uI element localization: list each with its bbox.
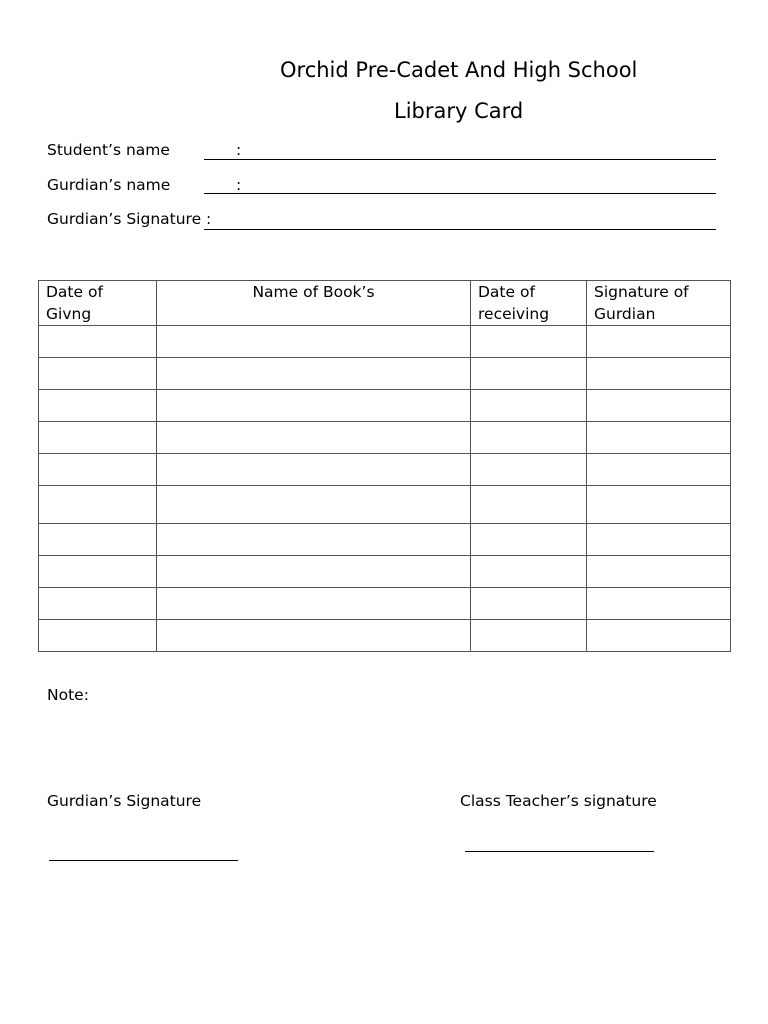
table-cell[interactable] [587, 620, 731, 652]
table-cell[interactable] [39, 588, 157, 620]
library-log-table [38, 280, 731, 652]
school-name: Orchid Pre-Cadet And High School [280, 58, 638, 82]
table-cell[interactable] [587, 524, 731, 556]
header-date-of-giving: Date of Givng [39, 281, 157, 326]
table-cell[interactable] [587, 358, 731, 390]
table-cell[interactable] [39, 556, 157, 588]
table-row [39, 454, 731, 486]
guardian-name-colon: : [236, 176, 242, 194]
guardian-signature-line[interactable] [204, 229, 716, 230]
guardian-signature-label: Gurdian’s Signature : [47, 210, 212, 228]
table-row [39, 486, 731, 524]
table-cell[interactable] [157, 454, 471, 486]
student-name-label: Student’s name [47, 141, 170, 159]
table-cell[interactable] [39, 620, 157, 652]
table-row [39, 556, 731, 588]
header-date-of-receiving: Date of receiving [471, 281, 587, 326]
table-cell[interactable] [587, 390, 731, 422]
table-cell[interactable] [39, 390, 157, 422]
table-row [39, 422, 731, 454]
table-cell[interactable] [157, 486, 471, 524]
guardian-name-label: Gurdian’s name [47, 176, 171, 194]
table-cell[interactable] [157, 524, 471, 556]
table-cell[interactable] [471, 454, 587, 486]
class-teacher-signature-label: Class Teacher’s signature [460, 792, 657, 810]
student-name-line[interactable] [204, 159, 716, 160]
table-cell[interactable] [471, 326, 587, 358]
table-cell[interactable] [471, 390, 587, 422]
card-title: Library Card [394, 99, 524, 123]
table-cell[interactable] [587, 556, 731, 588]
guardian-name-line[interactable] [204, 193, 716, 194]
table-row [39, 588, 731, 620]
table-cell[interactable] [157, 390, 471, 422]
table-cell[interactable] [471, 486, 587, 524]
guardian-signature-footer-label: Gurdian’s Signature [47, 792, 202, 810]
table-cell[interactable] [157, 556, 471, 588]
table-cell[interactable] [39, 358, 157, 390]
table-cell[interactable] [39, 422, 157, 454]
table-cell[interactable] [471, 588, 587, 620]
note-label: Note: [47, 686, 89, 704]
table-cell[interactable] [471, 556, 587, 588]
table-header-row [39, 281, 731, 326]
table-cell[interactable] [471, 524, 587, 556]
class-teacher-signature-line[interactable] [465, 851, 654, 852]
table-cell[interactable] [157, 620, 471, 652]
table-cell[interactable] [157, 358, 471, 390]
table-cell[interactable] [157, 422, 471, 454]
table-cell[interactable] [587, 454, 731, 486]
table-cell[interactable] [39, 326, 157, 358]
header-name-of-books: Name of Book’s [157, 281, 471, 326]
student-name-colon: : [236, 141, 242, 159]
table-cell[interactable] [587, 588, 731, 620]
table-cell[interactable] [471, 358, 587, 390]
table-cell[interactable] [157, 326, 471, 358]
table-cell[interactable] [587, 486, 731, 524]
guardian-signature-footer-line[interactable] [49, 860, 238, 861]
table-cell[interactable] [471, 422, 587, 454]
table-row [39, 524, 731, 556]
table-cell[interactable] [39, 486, 157, 524]
table-cell[interactable] [157, 588, 471, 620]
table-cell[interactable] [587, 422, 731, 454]
table-row [39, 326, 731, 358]
table-row [39, 358, 731, 390]
table-cell[interactable] [39, 524, 157, 556]
table-cell[interactable] [39, 454, 157, 486]
table-cell[interactable] [587, 326, 731, 358]
table-row [39, 390, 731, 422]
table-cell[interactable] [471, 620, 587, 652]
header-signature-of-guardian: Signature of Gurdian [587, 281, 731, 326]
table-row [39, 620, 731, 652]
